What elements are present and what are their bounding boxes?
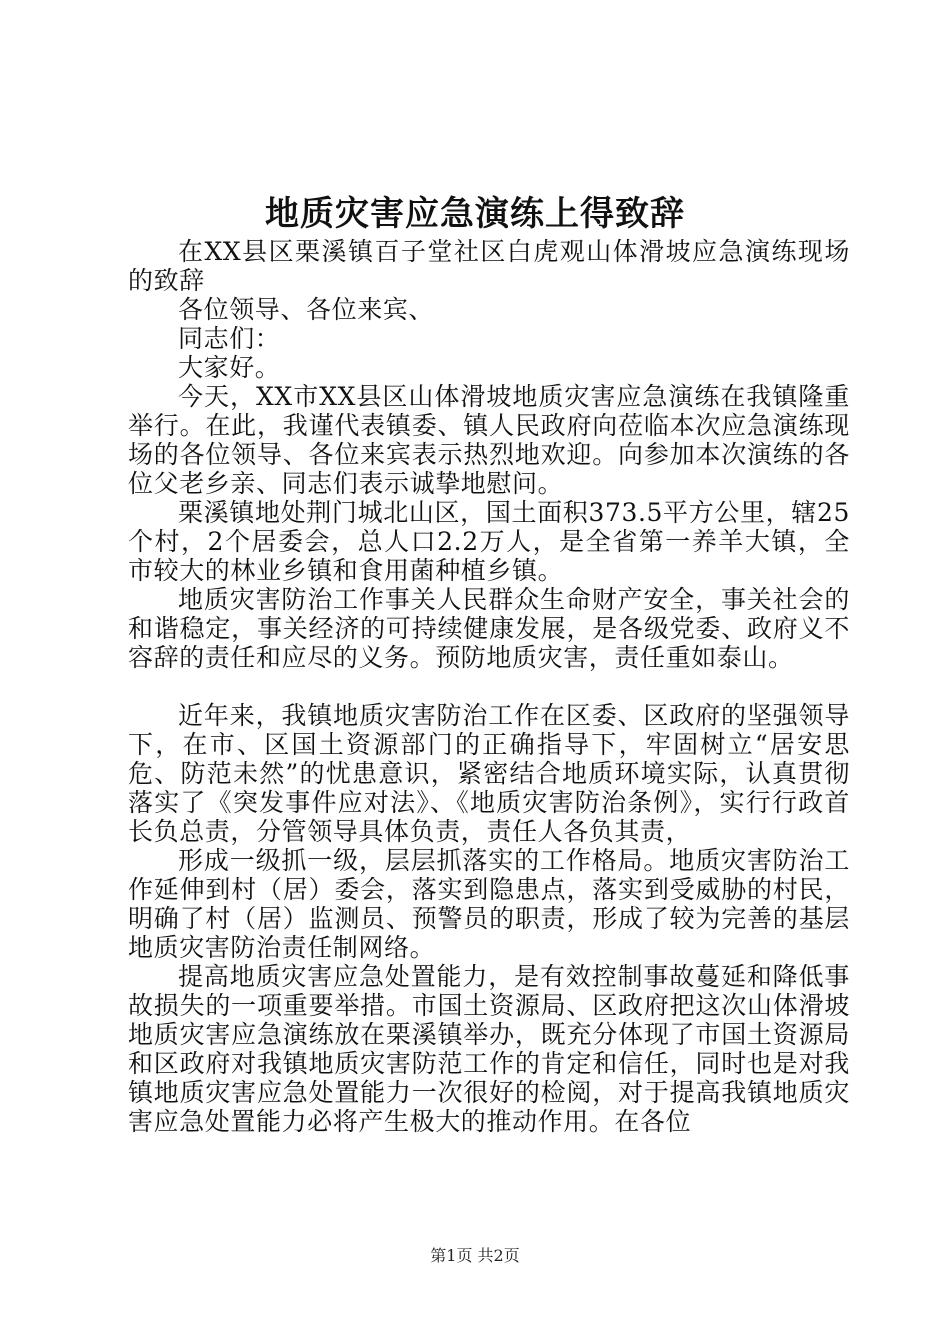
page-footer: 第1页 共2页 [430,1246,520,1265]
paragraph-subtitle: 在XX县区栗溪镇百子堂社区白虎观山体滑坡应急演练现场的致辞 [128,237,850,295]
blank-line [128,672,850,701]
document-body [128,237,850,1136]
paragraph: 近年来，我镇地质灾害防治工作在区委、区政府的坚强领导下，在市、区国土资源部门的正确指导下，牢固树立“居安思危、防范未然”的忧患意识，紧密结合地质环境实际，认真贯彻落实了《突发事件应对法》、《地质灾害防治条例》，实行行政首长负总责，分管领导具体负责，责任人各负其责， [128,701,850,846]
paragraph-salutation: 各位领导、各位来宾、 [178,295,435,324]
paragraph: 地质灾害防治工作事关人民群众生命财产安全，事关社会的和谐稳定，事关经济的可持续健康发展，是各级党委、政府义不容辞的责任和应尽的义务。预防地质灾害，责任重如泰山。 [128,585,850,672]
paragraph: 提高地质灾害应急处置能力，是有效控制事故蔓延和降低事故损失的一项重要举措。市国土资源局、区政府把这次山体滑坡地质灾害应急演练放在栗溪镇举办，既充分体现了市国土资源局和区政府对我镇地质灾害防范工作的肯定和信任，同时也是对我镇地质灾害应急处置能力一次很好的检阅，对于提高我镇地质灾害应急处置能力必将产生极大的推动作用。在各位 [128,962,850,1136]
paragraph-salutation: 同志们： [178,324,281,353]
paragraph: 形成一级抓一级，层层抓落实的工作格局。地质灾害防治工作延伸到村（居）委会，落实到隐患点，落实到受威胁的村民，明确了村（居）监测员、预警员的职责，形成了较为完善的基层地质灾害防治责任制网络。 [128,846,850,962]
paragraph: 栗溪镇地处荆门城北山区，国土面积373.5平方公里，辖25个村，2个居委会，总人口2.2万人，是全省第一养羊大镇，全市较大的林业乡镇和食用菌种植乡镇。 [128,498,850,585]
paragraph-greeting: 大家好。 [178,353,281,382]
page-title: 地质灾害应急演练上得致辞 [265,194,685,234]
paragraph: 今天，XX市XX县区山体滑坡地质灾害应急演练在我镇隆重举行。在此，我谨代表镇委、镇人民政府向莅临本次应急演练现场的各位领导、各位来宾表示热烈地欢迎。向参加本次演练的各位父老乡亲、同志们表示诚挚地慰问。 [128,382,850,498]
